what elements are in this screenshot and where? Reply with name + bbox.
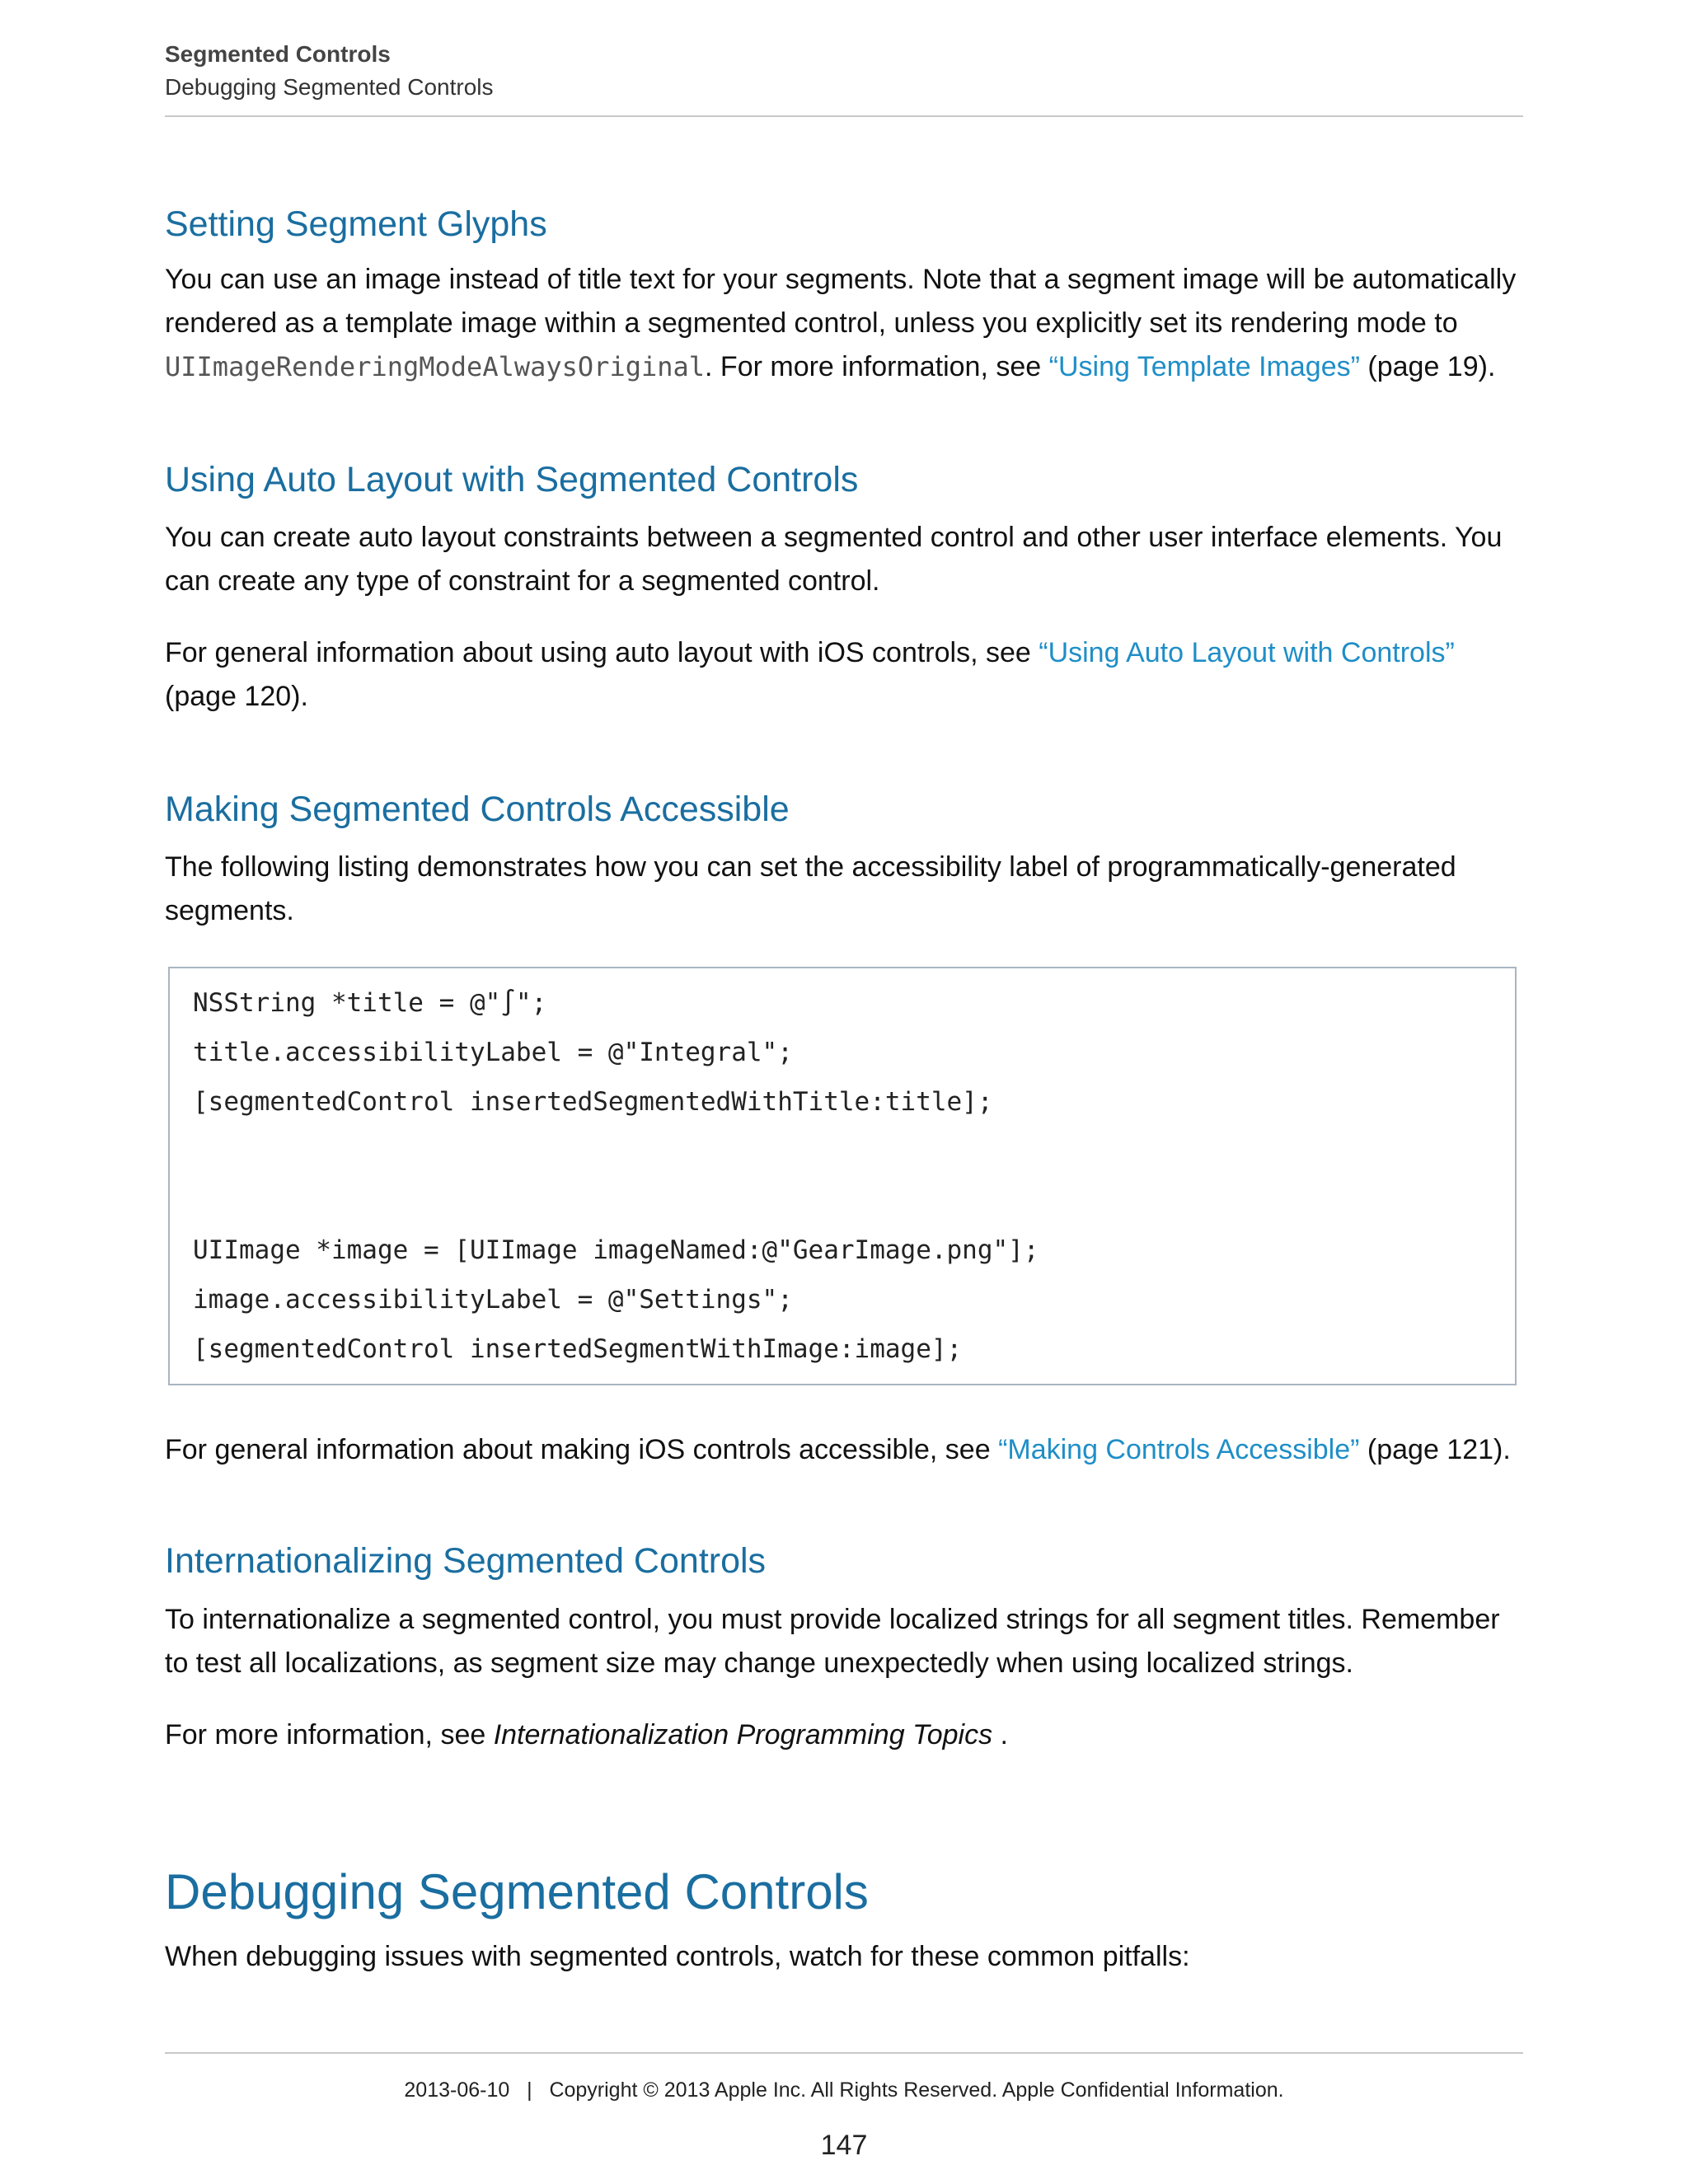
code-line: UIImage *image = [UIImage imageNamed:@"GearImage.png"]; <box>193 1235 1039 1265</box>
footer-rule <box>165 2052 1523 2054</box>
code-term: UIImageRenderingModeAlwaysOriginal <box>165 351 706 382</box>
text-run: For general information about making iOS controls accessible, see <box>165 1434 999 1465</box>
code-line: image.accessibilityLabel = @"Settings"; <box>193 1285 793 1315</box>
heading-debugging: Debugging Segmented Controls <box>165 1864 869 1919</box>
header-section-title: Debugging Segmented Controls <box>165 74 494 100</box>
heading-internationalizing: Internationalizing Segmented Controls <box>165 1541 767 1581</box>
header-rule <box>165 115 1523 117</box>
header-chapter-title: Segmented Controls <box>165 41 391 67</box>
text-run: . For more information, see <box>705 351 1049 382</box>
code-line: [segmentedControl insertedSegmentWithImage:image]; <box>193 1334 963 1364</box>
code-line: NSString *title = @"∫"; <box>193 988 547 1018</box>
text-run: . <box>992 1719 1009 1750</box>
heading-setting-segment-glyphs: Setting Segment Glyphs <box>165 204 547 244</box>
text-run: (page 121). <box>1359 1434 1511 1465</box>
paragraph-auto-layout-1: You can create auto layout constraints between a segmented control and other user interface elements. You can create any type of constraint for a segmented control. <box>165 522 1503 597</box>
paragraph-segment-glyphs <box>165 258 1523 389</box>
text-run: (page 120). <box>165 681 308 712</box>
document-title-reference: Internationalization Programming Topics <box>493 1719 993 1750</box>
paragraph-auto-layout-2 <box>165 631 1523 719</box>
link-making-controls-accessible[interactable]: “Making Controls Accessible” <box>998 1434 1360 1465</box>
code-listing <box>168 967 1517 1385</box>
text-run: For general information about using auto layout with iOS controls, see <box>165 637 1039 668</box>
heading-auto-layout: Using Auto Layout with Segmented Controls <box>165 460 859 499</box>
link-using-auto-layout-with-controls[interactable]: “Using Auto Layout with Controls” <box>1039 637 1455 668</box>
paragraph-internationalizing-1: To internationalize a segmented control, you must provide localized strings for all segment titles. Remember to test all localizations, as segment size may change unexpectedly when using localized strings. <box>165 1604 1500 1679</box>
footer-copyright: 2013-06-10 | Copyright © 2013 Apple Inc. All Rights Reserved. Apple Confidential Information. <box>404 2079 1284 2102</box>
text-run: For more information, see <box>165 1719 494 1750</box>
paragraph-debugging: When debugging issues with segmented controls, watch for these common pitfalls: <box>165 1941 1190 1972</box>
paragraph-internationalizing-2 <box>165 1713 1523 1757</box>
text-run: You can use an image instead of title text for your segments. Note that a segment image will be automatically rendered as a template image within a segmented control, unless you explicitly set its rendering mode to <box>165 264 1517 339</box>
running-header <box>165 40 1523 102</box>
page-number: 147 <box>820 2130 868 2161</box>
text-run: (page 19). <box>1359 351 1496 382</box>
link-using-template-images[interactable]: “Using Template Images” <box>1048 351 1360 382</box>
heading-accessible: Making Segmented Controls Accessible <box>165 790 790 829</box>
paragraph-accessible-2 <box>165 1428 1523 1472</box>
code-line: title.accessibilityLabel = @"Integral"; <box>193 1038 793 1067</box>
paragraph-accessible-1: The following listing demonstrates how you can set the accessibility label of programmatically-generated segments. <box>165 851 1456 926</box>
code-line: [segmentedControl insertedSegmentedWithTitle:title]; <box>193 1087 993 1117</box>
